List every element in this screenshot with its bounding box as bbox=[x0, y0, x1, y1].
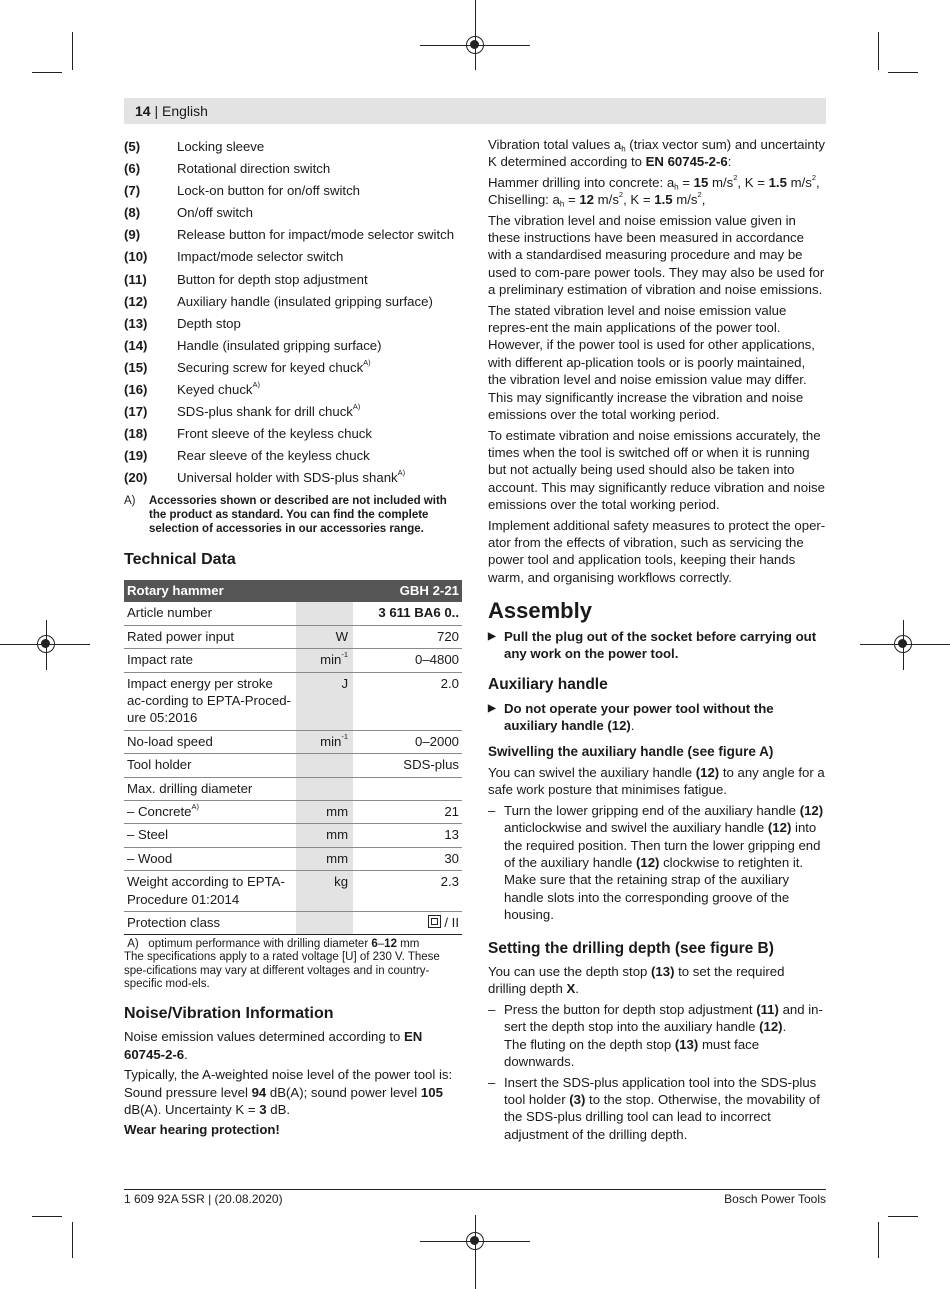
arrow-bullet-icon: ▶ bbox=[488, 702, 496, 714]
depth-paragraph: You can use the depth stop (13) to set the required drilling depth X. bbox=[488, 964, 785, 997]
table-footnote: A) optimum performance with drilling diameter 6–12 mm bbox=[127, 938, 420, 951]
spec-label: Impact energy per stroke ac-cording to EPTA-Proced-ure 05:2016 bbox=[124, 672, 296, 730]
spec-label: No-load speed bbox=[124, 730, 296, 753]
crop-mark bbox=[888, 72, 918, 73]
noise-paragraph: Typically, the A-weighted noise level of the power tool is: Sound pressure level 94 dB(A); sound power level 105 dB(A). Uncertainty K = 3 dB. bbox=[124, 1067, 453, 1117]
table-row bbox=[124, 800, 462, 823]
spec-unit: mm bbox=[296, 800, 353, 823]
spec-label: – Wood bbox=[124, 847, 296, 870]
registration-line bbox=[475, 1215, 476, 1289]
spec-unit: mm bbox=[296, 824, 353, 847]
spec-value: 0–4800 bbox=[353, 649, 462, 672]
part-list-item bbox=[124, 425, 462, 447]
table-row bbox=[124, 871, 462, 912]
part-label: Rear sleeve of the keyless chuck bbox=[177, 448, 370, 464]
part-list-item bbox=[124, 271, 462, 293]
spec-label: Max. drilling diameter bbox=[124, 777, 296, 800]
table-row bbox=[124, 602, 462, 625]
part-list-item bbox=[124, 469, 462, 491]
part-list-item bbox=[124, 160, 462, 182]
table-row bbox=[124, 730, 462, 753]
part-label: Handle (insulated gripping surface) bbox=[177, 337, 382, 353]
part-label: Rotational direction switch bbox=[177, 161, 331, 177]
spec-unit: $\min^{-1}$ bbox=[296, 730, 353, 753]
instruction-step: – Insert the SDS-plus application tool into the SDS-plus tool holder (3) to the stop. Otherwise, the movability of the SDS-plus drilling tool can lead to incorrect adjustment of the drilling depth. bbox=[488, 1074, 820, 1142]
spec-unit bbox=[296, 602, 353, 625]
crop-mark bbox=[878, 32, 879, 70]
parts-footnote: A) Accessories shown or described are not included with the product as standard. You can find the complete selection of accessories in our accessories range. bbox=[124, 494, 447, 535]
page-number-language: 14 | English bbox=[135, 103, 208, 119]
part-list-item bbox=[124, 204, 462, 226]
subheading-auxiliary-handle: Auxiliary handle bbox=[488, 676, 608, 694]
spec-unit: mm bbox=[296, 847, 353, 870]
part-list-item bbox=[124, 381, 462, 403]
part-number: (20) bbox=[124, 470, 148, 486]
part-list-item bbox=[124, 248, 462, 270]
registration-mark-icon bbox=[466, 1232, 484, 1250]
spec-value: 21 bbox=[353, 800, 462, 823]
part-number: (14) bbox=[124, 337, 148, 353]
registration-mark-icon bbox=[466, 36, 484, 54]
part-number: (5) bbox=[124, 139, 141, 154]
part-list-item bbox=[124, 182, 462, 204]
spec-label: Tool holder bbox=[124, 754, 296, 777]
spec-value: 3 611 BA6 0.. bbox=[353, 602, 462, 625]
spec-label: Protection class bbox=[124, 912, 296, 935]
registration-line bbox=[475, 0, 476, 70]
spec-value: / II bbox=[353, 912, 462, 935]
table-header-row: Rotary hammer GBH 2-21 bbox=[124, 580, 462, 602]
swivel-paragraph: You can swivel the auxiliary handle (12) to any angle for a safe work posture that minimises fatigue. bbox=[488, 765, 825, 798]
table-row bbox=[124, 847, 462, 870]
part-label: Securing screw for keyed chuck$^{A)}$ bbox=[177, 357, 371, 375]
spec-label: Impact rate bbox=[124, 649, 296, 672]
part-list-item bbox=[124, 447, 462, 469]
part-number: (19) bbox=[124, 448, 148, 464]
spec-value: 13 bbox=[353, 824, 462, 847]
voltage-note: The specifications apply to a rated voltage [U] of 230 V. These spe-cifications may vary at different voltages and in country-specific mod-els. bbox=[124, 951, 440, 991]
vibration-paragraph: The stated vibration level and noise emission value repres-ent the main applications of the power tool. However, if the power tool is used for other applications, with different ap-plication tools or is poorly maintained, the vibration level and noise emission value may differ. This may significantly increase the vibration and noise emissions over the total working period. bbox=[488, 302, 815, 423]
part-list-item bbox=[124, 293, 462, 315]
spec-unit bbox=[296, 777, 353, 800]
safety-warning: ▶ Do not operate your power tool without the auxiliary handle (12). bbox=[488, 700, 774, 734]
spec-label: Article number bbox=[124, 602, 296, 625]
crop-mark bbox=[32, 72, 62, 73]
part-label: Locking sleeve bbox=[177, 139, 265, 154]
crop-mark bbox=[888, 1216, 918, 1217]
part-number: (18) bbox=[124, 426, 148, 442]
part-label: Release button for impact/mode selector switch bbox=[177, 227, 455, 243]
spec-value: 2.3 bbox=[353, 871, 462, 912]
section-heading-technical-data: Technical Data bbox=[124, 550, 236, 568]
part-number: (7) bbox=[124, 183, 141, 199]
spec-unit: kg bbox=[296, 871, 353, 912]
arrow-bullet-icon: ▶ bbox=[488, 630, 496, 642]
part-list-item bbox=[124, 226, 462, 248]
spec-value: SDS-plus bbox=[353, 754, 462, 777]
part-number: (6) bbox=[124, 161, 141, 177]
part-number: (10) bbox=[124, 249, 148, 265]
part-number: (12) bbox=[124, 293, 148, 309]
chiselling-values: Chiselling: ah = 12 $m/s^2$, K = 1.5 $m/s^2$, bbox=[488, 190, 706, 209]
spec-value: 30 bbox=[353, 847, 462, 870]
part-label: Button for depth stop adjustment bbox=[177, 271, 368, 287]
crop-mark bbox=[878, 1222, 879, 1258]
vibration-paragraph: Vibration total values ah (triax vector sum) and uncertainty K determined according to EN 60745-2-6: bbox=[488, 137, 825, 170]
spec-unit: W bbox=[296, 625, 353, 648]
part-list-item bbox=[124, 337, 462, 359]
vibration-paragraph: To estimate vibration and noise emissions accurately, the times when the tool is switched off or when it is running but not actually being used should also be taken into account. This may significantly reduce vibration and noise emissions over the total working period. bbox=[488, 427, 825, 513]
hammer-drilling-values: Hammer drilling into concrete: ah = 15 $m/s^2$, K = 1.5 $m/s^2$, bbox=[488, 172, 820, 192]
part-number: (9) bbox=[124, 227, 141, 243]
part-label: Universal holder with SDS-plus shank$^{A)}$ bbox=[177, 468, 406, 486]
spec-unit: J bbox=[296, 672, 353, 730]
part-list-item bbox=[124, 359, 462, 381]
part-list-item bbox=[124, 403, 462, 425]
footer-document-number: 1 609 92A 5SR | (20.08.2020) bbox=[124, 1192, 283, 1206]
part-label: SDS-plus shank for drill chuck$^{A)}$ bbox=[177, 402, 361, 420]
table-row bbox=[124, 672, 462, 730]
hearing-protection-warning: Wear hearing protection! bbox=[124, 1122, 280, 1138]
registration-mark-icon bbox=[894, 635, 912, 653]
part-label: Keyed chuck$^{A)}$ bbox=[177, 380, 261, 398]
table-row bbox=[124, 777, 462, 800]
part-number: (15) bbox=[124, 359, 148, 375]
subheading-swivelling: Swivelling the auxiliary handle (see figure A) bbox=[488, 743, 774, 759]
section-heading-noise: Noise/Vibration Information bbox=[124, 1004, 334, 1022]
registration-mark-icon bbox=[37, 635, 55, 653]
footer-brand: Bosch Power Tools bbox=[724, 1192, 826, 1206]
crop-mark bbox=[72, 32, 73, 70]
subheading-drilling-depth: Setting the drilling depth (see figure B) bbox=[488, 939, 774, 957]
spec-label: Weight according to EPTA-Procedure 01:2014 bbox=[124, 871, 296, 912]
crop-mark bbox=[32, 1216, 62, 1217]
spec-value bbox=[353, 777, 462, 800]
part-label: Depth stop bbox=[177, 315, 241, 331]
spec-value: 720 bbox=[353, 625, 462, 648]
part-number: (11) bbox=[124, 271, 147, 287]
part-label: Auxiliary handle (insulated gripping surface) bbox=[177, 293, 433, 309]
part-number: (16) bbox=[124, 382, 148, 398]
spec-value: 2.0 bbox=[353, 672, 462, 730]
part-label: Front sleeve of the keyless chuck bbox=[177, 426, 372, 442]
technical-data-table bbox=[124, 580, 462, 936]
vibration-paragraph: Implement additional safety measures to protect the oper-ator from the effects of vibration, such as servicing the power tool and application tools, keeping their hands warm, and organising workflows correctly. bbox=[488, 517, 826, 585]
crop-mark bbox=[72, 1222, 73, 1258]
part-number: (17) bbox=[124, 404, 148, 420]
instruction-step: – Press the button for depth stop adjustment (11) and in-sert the depth stop into the auxiliary handle (12). The fluting on the depth stop (13) must face downwards. bbox=[488, 1001, 823, 1070]
part-number: (13) bbox=[124, 315, 148, 331]
noise-paragraph: Noise emission values determined according to EN 60745-2-6. bbox=[124, 1029, 423, 1062]
table-row bbox=[124, 649, 462, 672]
spec-value: 0–2000 bbox=[353, 730, 462, 753]
right-column bbox=[488, 136, 826, 1146]
footer-rule bbox=[124, 1189, 826, 1190]
part-label: On/off switch bbox=[177, 205, 253, 221]
spec-label: Rated power input bbox=[124, 625, 296, 648]
left-column bbox=[124, 138, 462, 1142]
page-header bbox=[124, 98, 826, 124]
table-row bbox=[124, 754, 462, 777]
part-label: Impact/mode selector switch bbox=[177, 249, 344, 265]
vibration-paragraph: The vibration level and noise emission value given in these instructions have been measured in accordance with a standardised measuring procedure and may be used to com-pare power tools. They may also be used for a preliminary estimation of vibration and noise emissions. bbox=[488, 212, 825, 298]
part-label: Lock-on button for on/off switch bbox=[177, 183, 361, 199]
part-number: (8) bbox=[124, 205, 141, 221]
table-row bbox=[124, 912, 462, 935]
section-heading-assembly: Assembly bbox=[488, 598, 592, 624]
part-list-item bbox=[124, 315, 462, 337]
spec-label: – Steel bbox=[124, 824, 296, 847]
spec-label: – Concrete$^{A)}$ bbox=[124, 800, 296, 823]
spec-unit: $\min^{-1}$ bbox=[296, 649, 353, 672]
safety-warning: ▶ Pull the plug out of the socket before carrying out any work on the power tool. bbox=[488, 628, 817, 661]
instruction-step: – Turn the lower gripping end of the auxiliary handle (12) anticlockwise and swivel the auxiliary handle (12) into the required position. Then turn the lower gripping end of the auxiliary handle (12) clockwise to retighten it. Make sure that the retaining strap of the auxiliary handle slots into the corresponding groove of the housing. bbox=[488, 802, 824, 923]
table-row bbox=[124, 625, 462, 648]
protection-class-icon bbox=[428, 915, 441, 928]
spec-unit bbox=[296, 754, 353, 777]
part-list-item bbox=[124, 138, 462, 160]
table-row bbox=[124, 824, 462, 847]
parts-list bbox=[124, 138, 462, 492]
